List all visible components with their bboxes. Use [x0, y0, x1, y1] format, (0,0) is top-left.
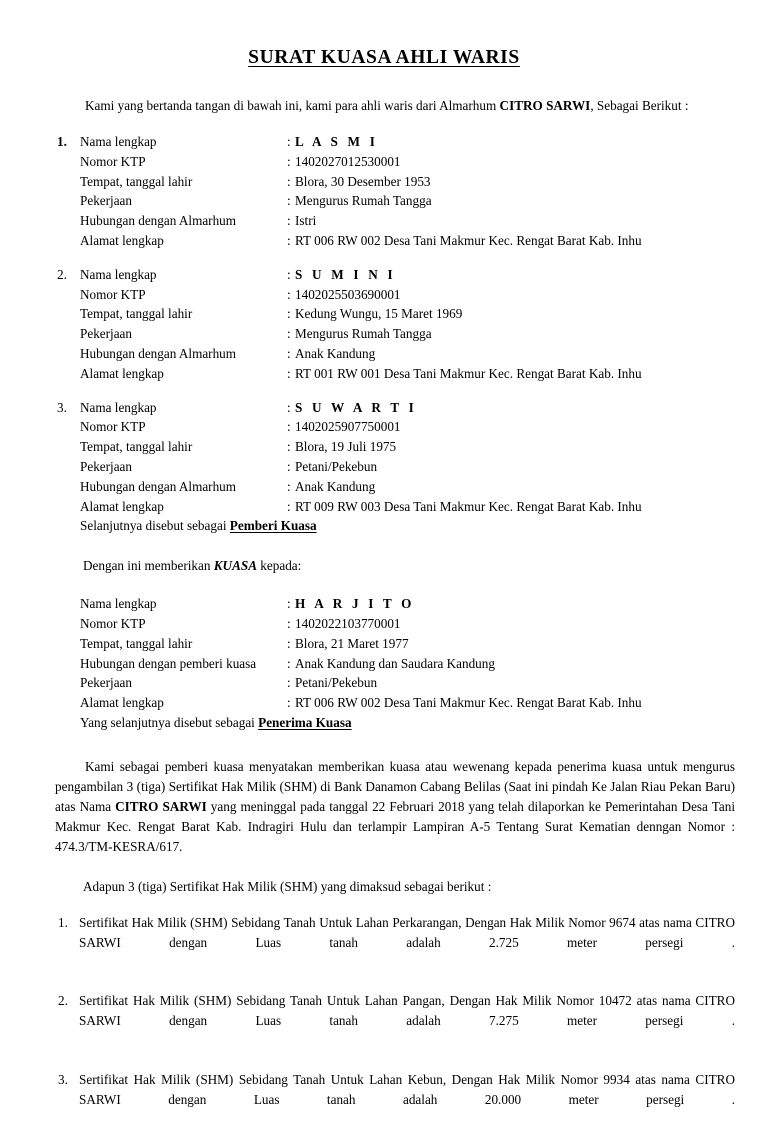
page-title: SURAT KUASA AHLI WARIS	[248, 47, 520, 68]
label-pekerjaan: Pekerjaan	[80, 193, 132, 209]
grantor-designation-prefix: Selanjutnya disebut sebagai	[80, 518, 230, 534]
heir-address-value: RT 009 RW 003 Desa Tani Makmur Kec. Rengat Barat Kab. Inhu	[295, 498, 642, 514]
colon-separator: :	[287, 153, 291, 169]
heir-name-value: L A S M I	[295, 134, 379, 150]
label-pekerjaan: Pekerjaan	[80, 459, 132, 475]
certificate-text: Sertifikat Hak Milik (SHM) Sebidang Tanah Untuk Lahan Kebun, Dengan Hak Milik Nomor 9934 atas nama CITRO SARWI dengan Luas tanah adalah 20.000 meter persegi .	[79, 1071, 735, 1107]
label-alamat: Alamat lengkap	[80, 695, 164, 711]
certificate-list	[55, 913, 735, 1130]
colon-separator: :	[287, 213, 291, 229]
heir-occupation-value: Petani/Pekebun	[295, 459, 378, 475]
grant-statement-emphasis: KUASA	[213, 558, 257, 574]
label-ktp: Nomor KTP	[80, 616, 146, 631]
heir-row-birth	[55, 437, 735, 457]
label-pekerjaan: Pekerjaan	[80, 326, 132, 342]
recipient-designation	[55, 713, 735, 733]
intro-text-after: , Sebagai Berikut :	[590, 98, 689, 113]
label-pekerjaan: Pekerjaan	[80, 675, 132, 691]
recipient-block	[55, 594, 735, 733]
heir-row-relation	[55, 344, 735, 364]
label-ktp: Nomor KTP	[80, 153, 146, 169]
list-item	[55, 913, 735, 973]
certificates-intro: Adapun 3 (tiga) Sertifikat Hak Milik (SHM) yang dimaksud sebagai berikut :	[83, 879, 492, 895]
list-item	[55, 991, 735, 1051]
heir-name-value: S U M I N I	[295, 266, 396, 282]
grantor-designation-term: Pemberi Kuasa	[229, 518, 317, 534]
grant-statement	[55, 558, 735, 574]
certificate-text: Sertifikat Hak Milik (SHM) Sebidang Tanah Untuk Lahan Perkarangan, Dengan Hak Milik Nomor 9674 atas nama CITRO SARWI dengan Luas tanah adalah 2.725 meter persegi .	[79, 915, 735, 951]
label-ttl: Tempat, tanggal lahir	[80, 635, 193, 651]
colon-separator: :	[287, 173, 291, 189]
certificate-number: 3.	[58, 1071, 68, 1087]
colon-separator: :	[287, 233, 291, 249]
colon-separator: :	[287, 596, 291, 612]
recipient-row-address	[55, 693, 735, 713]
heir-row-relation	[55, 477, 735, 497]
heir-row-address	[55, 364, 735, 384]
recipient-row-birth	[55, 634, 735, 654]
colon-separator: :	[287, 498, 291, 514]
recipient-row-occupation	[55, 673, 735, 693]
heir-row-address	[55, 497, 735, 517]
colon-separator: :	[287, 286, 291, 302]
grant-statement-before: Dengan ini memberikan	[83, 558, 214, 574]
heir-row-birth	[55, 172, 735, 192]
heir-row-relation	[55, 211, 735, 231]
label-alamat: Alamat lengkap	[80, 498, 164, 514]
recipient-designation-term: Penerima Kuasa	[258, 714, 352, 730]
colon-separator: :	[287, 193, 291, 209]
heir-address-value: RT 001 RW 001 Desa Tani Makmur Kec. Rengat Barat Kab. Inhu	[295, 365, 642, 381]
recipient-row-name	[55, 594, 735, 614]
colon-separator: :	[287, 459, 291, 475]
heir-number: 3.	[57, 399, 67, 415]
label-hubungan: Hubungan dengan Almarhum	[80, 346, 237, 362]
heir-birth-value: Blora, 19 Juli 1975	[295, 439, 397, 455]
authorization-part1: Kami sebagai pemberi kuasa menyatakan memberikan kuasa atau wewenang kepada penerima kuasa untuk mengurus pengambilan 3 (tiga) Sertifikat Hak Milik (SHM) di Bank Danamon Cabang Belilas (Saat ini pindah Ke Jalan Riau Pekan Baru) atas Nama	[55, 758, 735, 814]
colon-separator: :	[287, 478, 291, 494]
label-ttl: Tempat, tanggal lahir	[80, 306, 193, 322]
colon-separator: :	[287, 419, 291, 435]
label-nama: Nama lengkap	[80, 399, 157, 415]
intro-paragraph	[55, 96, 735, 116]
label-alamat: Alamat lengkap	[80, 233, 164, 249]
grant-statement-after: kepada:	[257, 558, 302, 574]
recipient-ktp-value: 1402022103770001	[295, 616, 401, 631]
recipient-address-value: RT 006 RW 002 Desa Tani Makmur Kec. Rengat Barat Kab. Inhu	[295, 695, 642, 711]
heir-relation-value: Anak Kandung	[295, 478, 376, 494]
label-nama: Nama lengkap	[80, 266, 157, 282]
colon-separator: :	[287, 675, 291, 691]
authorization-paragraph	[55, 757, 735, 857]
recipient-designation-prefix: Yang selanjutnya disebut sebagai	[80, 714, 259, 730]
colon-separator: :	[287, 326, 291, 342]
heir-occupation-value: Mengurus Rumah Tangga	[295, 193, 432, 209]
recipient-relation-value: Anak Kandung dan Saudara Kandung	[295, 655, 495, 671]
label-nama: Nama lengkap	[80, 134, 157, 150]
colon-separator: :	[287, 439, 291, 455]
document-body	[55, 96, 735, 1130]
authorization-part2: yang meninggal pada tanggal 22 Februari 2018 yang telah dilaporkan ke Pemerintahan Desa Tani Makmur Kec. Rengat Barat Kab. Indragiri Hulu dan terlampir Lampiran A-5 Tentang Surat Kematian denngan Nomor : 474.3/TM-KESRA/617.	[55, 798, 735, 855]
heir-block-3	[55, 398, 735, 537]
recipient-row-relation	[55, 654, 735, 674]
heir-row-address	[55, 231, 735, 251]
heir-row-birth	[55, 304, 735, 324]
label-ktp: Nomor KTP	[80, 419, 146, 435]
heir-row-occupation	[55, 191, 735, 211]
heir-ktp-value: 1402027012530001	[295, 153, 401, 169]
colon-separator: :	[287, 346, 291, 362]
heir-address-value: RT 006 RW 002 Desa Tani Makmur Kec. Rengat Barat Kab. Inhu	[295, 233, 642, 249]
colon-separator: :	[287, 399, 291, 415]
heir-ktp-value: 1402025503690001	[295, 286, 401, 302]
label-alamat: Alamat lengkap	[80, 365, 164, 381]
colon-separator: :	[287, 365, 291, 381]
recipient-name-value: H A R J I T O	[295, 596, 415, 612]
heir-row-occupation	[55, 324, 735, 344]
heir-relation-value: Anak Kandung	[295, 346, 376, 362]
recipient-birth-value: Blora, 21 Maret 1977	[295, 635, 409, 651]
heir-block-1	[55, 132, 735, 251]
heir-occupation-value: Mengurus Rumah Tangga	[295, 326, 432, 342]
colon-separator: :	[287, 266, 291, 282]
colon-separator: :	[287, 134, 291, 150]
certificate-text: Sertifikat Hak Milik (SHM) Sebidang Tanah Untuk Lahan Pangan, Dengan Hak Milik Nomor 10472 atas nama CITRO SARWI dengan Luas tanah adalah 7.275 meter persegi .	[79, 993, 735, 1029]
intro-deceased-name: CITRO SARWI	[499, 98, 591, 113]
recipient-row-ktp	[55, 614, 735, 634]
heir-row-name	[55, 132, 735, 152]
label-hubungan: Hubungan dengan Almarhum	[80, 213, 237, 229]
heir-row-occupation	[55, 457, 735, 477]
certificate-number: 1.	[58, 915, 68, 931]
heir-birth-value: Blora, 30 Desember 1953	[295, 173, 431, 189]
grantor-designation	[55, 516, 735, 536]
colon-separator: :	[287, 635, 291, 651]
heir-row-name	[55, 265, 735, 285]
label-ktp: Nomor KTP	[80, 286, 146, 302]
heir-relation-value: Istri	[295, 213, 317, 229]
heir-row-ktp	[55, 285, 735, 305]
heir-number: 2.	[57, 266, 67, 282]
colon-separator: :	[287, 306, 291, 322]
heir-row-ktp	[55, 417, 735, 437]
intro-text-before: Kami yang bertanda tangan di bawah ini, kami para ahli waris dari Almarhum	[85, 98, 500, 113]
heir-block-2	[55, 265, 735, 384]
recipient-occupation-value: Petani/Pekebun	[295, 675, 378, 691]
label-hubungan-pemberi: Hubungan dengan pemberi kuasa	[80, 655, 257, 671]
label-nama: Nama lengkap	[80, 596, 157, 612]
label-hubungan: Hubungan dengan Almarhum	[80, 478, 237, 494]
colon-separator: :	[287, 616, 291, 631]
heir-birth-value: Kedung Wungu, 15 Maret 1969	[295, 306, 463, 322]
heir-ktp-value: 1402025907750001	[295, 419, 401, 435]
colon-separator: :	[287, 695, 291, 711]
heir-name-value: S U W A R T I	[295, 399, 417, 415]
list-item	[55, 1070, 735, 1130]
colon-separator: :	[287, 655, 291, 671]
label-ttl: Tempat, tanggal lahir	[80, 439, 193, 455]
heir-row-name	[55, 398, 735, 418]
authorization-deceased-name: CITRO SARWI	[115, 798, 207, 814]
certificate-number: 2.	[58, 993, 68, 1009]
heir-number: 1.	[57, 134, 67, 150]
label-ttl: Tempat, tanggal lahir	[80, 173, 193, 189]
heir-row-ktp	[55, 152, 735, 172]
